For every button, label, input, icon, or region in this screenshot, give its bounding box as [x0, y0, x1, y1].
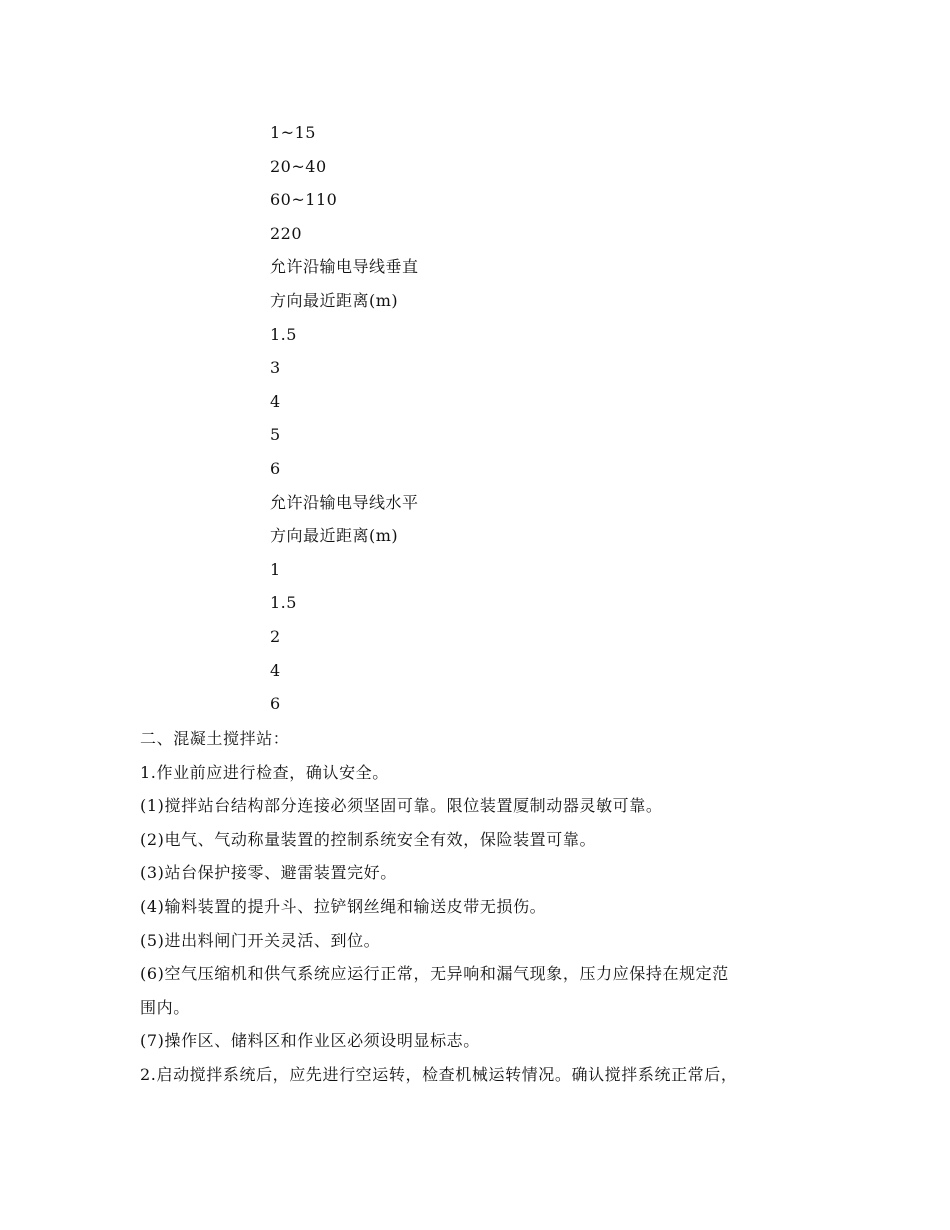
vertical-distance-value: 5 [270, 425, 281, 445]
column-header-vertical-distance: 方向最近距离(m) [270, 290, 399, 310]
paragraph-line: 围内。 [140, 997, 190, 1017]
horizontal-distance-value: 2 [270, 626, 281, 646]
paragraph-line: (1)搅拌站台结构部分连接必须坚固可靠。限位装置厦制动器灵敏可靠。 [140, 796, 663, 816]
voltage-range: 60~110 [270, 190, 338, 210]
voltage-range: 1~15 [270, 123, 316, 142]
paragraph-line: (6)空气压缩机和供气系统应运行正常，无异响和漏气现象，压力应保持在规定范 [140, 964, 729, 984]
horizontal-distance-value: 4 [270, 660, 281, 680]
vertical-distance-value: 6 [270, 458, 281, 478]
horizontal-distance-value: 1 [270, 559, 281, 579]
paragraph-line: 2.启动搅拌系统后，应先进行空运转，检查机械运转情况。确认搅拌系统正常后， [140, 1064, 738, 1084]
horizontal-distance-value: 6 [270, 694, 281, 714]
paragraph-line: (4)输料装置的提升斗、拉铲钢丝绳和输送皮带无损伤。 [140, 896, 547, 916]
voltage-range: 20~40 [270, 156, 327, 176]
vertical-distance-value: 4 [270, 391, 281, 411]
column-header-horizontal-distance: 方向最近距离(m) [270, 526, 399, 546]
paragraph-line: (7)操作区、储料区和作业区必须设明显标志。 [140, 1031, 480, 1051]
paragraph-line: (2)电气、气动称量装置的控制系统安全有效，保险装置可靠。 [140, 829, 597, 849]
column-header-horizontal-distance: 允许沿输电导线水平 [270, 492, 419, 512]
document-body [140, 722, 840, 1092]
horizontal-distance-value: 1.5 [270, 593, 297, 613]
voltage-range: 220 [270, 223, 303, 243]
paragraph-line: (3)站台保护接零、避雷装置完好。 [140, 863, 397, 883]
paragraph-line: 1.作业前应进行检查，确认安全。 [140, 762, 389, 782]
section-heading: 二、混凝土搅拌站： [140, 729, 290, 748]
voltage-distance-table-fragment [270, 116, 870, 721]
column-header-vertical-distance: 允许沿输电导线垂直 [270, 257, 419, 277]
vertical-distance-value: 3 [270, 358, 281, 378]
paragraph-line: (5)进出料闸门开关灵活、到位。 [140, 930, 381, 950]
vertical-distance-value: 1.5 [270, 324, 297, 344]
